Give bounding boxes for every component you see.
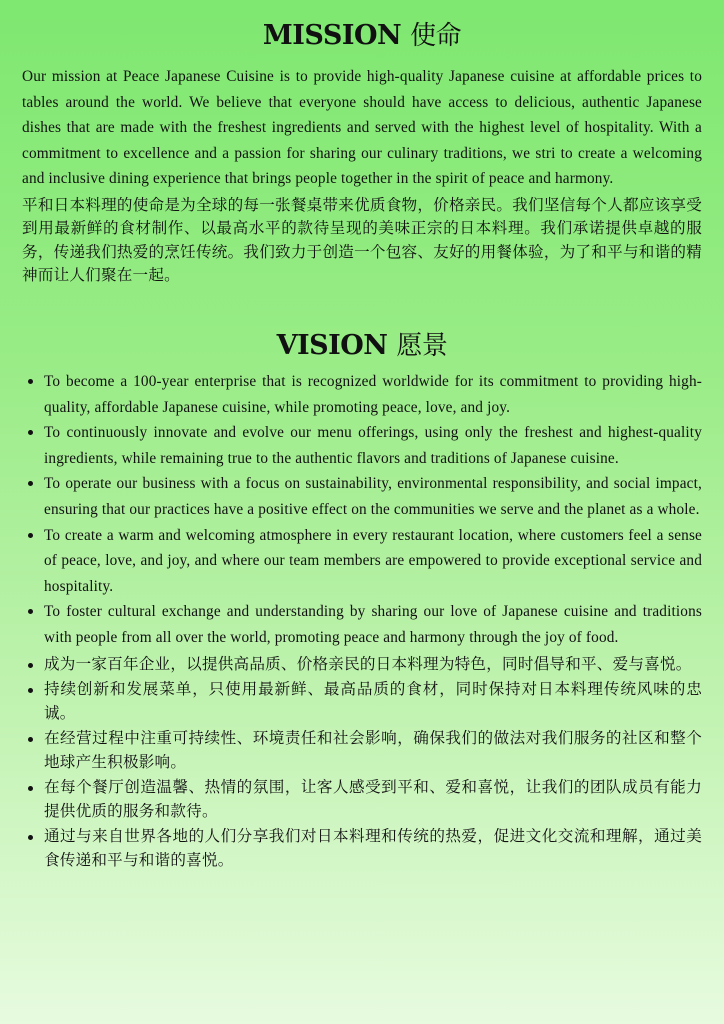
bullet-icon [28,835,33,840]
bullet-icon [28,533,33,538]
vision-list-zh [22,653,702,873]
bullet-icon [28,663,33,668]
list-item-text: 持续创新和发展菜单，只使用最新鲜、最高品质的食材，同时保持对日本料理传统风味的忠诚。 [44,680,702,722]
vision-heading [22,329,702,361]
vision-title-en: VISION [276,329,388,361]
list-item [22,727,702,774]
list-item-text: 成为一家百年企业，以提供高品质、价格亲民的日本料理为特色，同时倡导和平、爱与喜悦。 [44,654,692,673]
mission-paragraph-zh: 平和日本料理的使命是为全球的每一张餐桌带来优质食物，价格亲民。我们坚信每个人都应该享受到用最新鲜的食材制作、以最高水平的款待呈现的美味正宗的日本料理。我们承诺提供卓越的服务，传递我们热爱的烹饪传统。我们致力于创造一个包容、友好的用餐体验，为了和平与和谐的精神而让人们聚在一起。 [22,195,702,285]
mission-title-zh: 使命 [410,21,462,51]
list-item [22,825,702,872]
bullet-icon [28,786,33,791]
list-item-text: To operate our business with a focus on sustainability, environmental responsibility, and social impact, ensuring that our practices have a positive effect on the communities we serve and the planet as a whole. [44,475,702,518]
list-item [22,599,702,650]
list-item-text: 在每个餐厅创造温馨、热情的氛围，让客人感受到平和、爱和喜悦，让我们的团队成员有能力提供优质的服务和款待。 [44,778,702,820]
mission-title-en: MISSION [262,20,402,51]
list-item [22,776,702,823]
list-item [22,420,702,471]
vision-title-zh: 愿景 [396,330,448,361]
list-item-text: To create a warm and welcoming atmosphere in every restaurant location, where customers feel a sense of peace, love, and joy, and where our team members are empowered to provide exceptional service and hospitality. [44,526,702,595]
list-item [22,653,702,677]
list-item [22,369,702,420]
list-item-text: To foster cultural exchange and understanding by sharing our love of Japanese cuisine and traditions with people from all over the world, promoting peace and harmony through the joy of food. [44,603,702,646]
bullet-icon [28,430,33,435]
mission-paragraph-en: Our mission at Peace Japanese Cuisine is to provide high-quality Japanese cuisine at affordable prices to tables around the world. We believe that everyone should have access to delicious, authentic Japanese dishes that are made with the freshest ingredients and served with the highest level of hospitality. With a commitment to excellence and a passion for sharing our culinary traditions, we stri to create a welcoming and inclusive dining experience that brings people together in the spirit of peace and harmony. [22,68,702,188]
list-item-text: To become a 100-year enterprise that is recognized worldwide for its commitment to providing high-quality, affordable Japanese cuisine, while promoting peace, love, and joy. [44,372,702,416]
bullet-icon [28,737,33,742]
bullet-icon [28,609,33,614]
list-item-text: To continuously innovate and evolve our menu offerings, using only the freshest and highest-quality ingredients, while remaining true to the authentic flavors and traditions of Japanese cuisine. [44,424,702,467]
vision-list-en [22,369,702,651]
list-item [22,471,702,522]
bullet-icon [28,481,33,486]
list-item [22,678,702,725]
list-item-text: 在经营过程中注重可持续性、环境责任和社会影响，确保我们的做法对我们服务的社区和整个地球产生积极影响。 [44,729,702,771]
list-item-text: 通过与来自世界各地的人们分享我们对日本料理和传统的热爱，促进文化交流和理解，通过美食传递和平与和谐的喜悦。 [44,827,702,869]
list-item [22,523,702,600]
bullet-icon [28,688,33,693]
bullet-icon [28,379,33,384]
mission-heading [22,22,702,49]
